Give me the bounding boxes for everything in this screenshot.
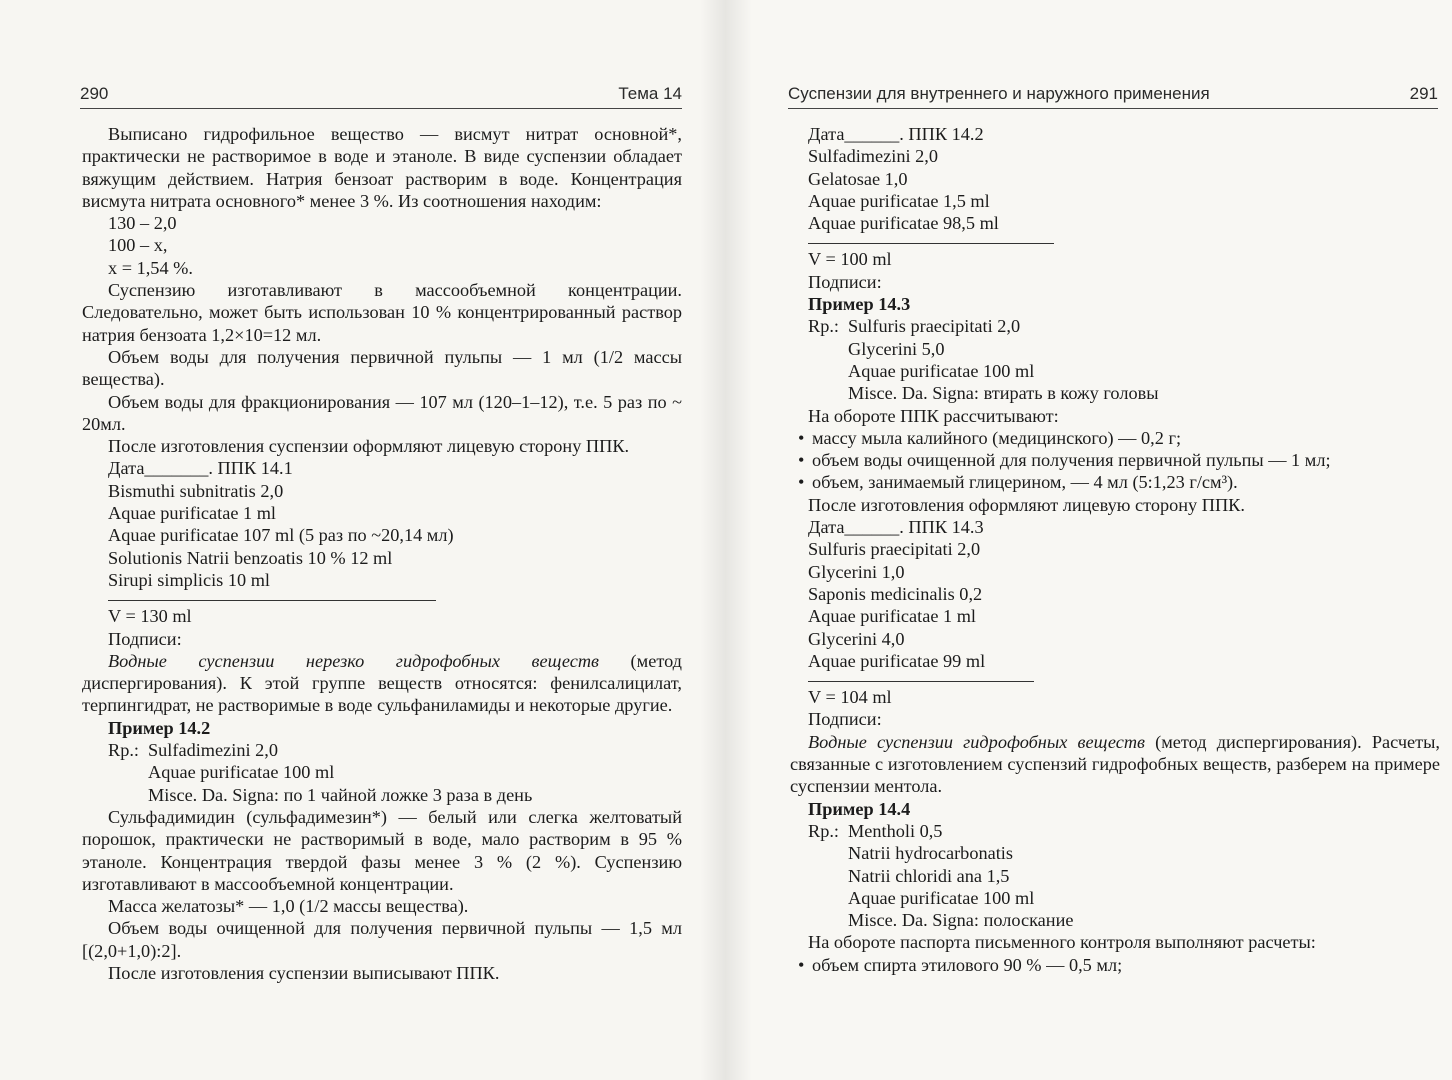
paragraph: После изготовления суспензии оформляют лицевую сторону ППК.: [108, 436, 630, 457]
running-head: Суспензии для внутреннего и наружного применения: [788, 84, 1210, 103]
bullet-item: [790, 954, 1440, 976]
rx-ingredient: Sulfadimezini 2,0: [148, 740, 278, 761]
ppk-line: Aquae purificatae 98,5 ml: [808, 213, 999, 234]
ppk-line: Saponis medicinalis 0,2: [808, 583, 983, 604]
rx-line: Aquae purificatae 100 ml: [148, 762, 335, 783]
example-title: Пример 14.2: [108, 717, 211, 738]
bullet-icon: •: [798, 472, 805, 493]
ppk-line: Aquae purificatae 1 ml: [108, 503, 277, 524]
ppk-line: Sirupi simplicis 10 ml: [108, 569, 271, 590]
page-number: 291: [1409, 84, 1438, 103]
signatures-label: Подписи:: [108, 628, 182, 649]
ppk-line: Glycerini 1,0: [808, 561, 905, 582]
rx-line: [790, 820, 1440, 842]
ppk-header: Дата______. ППК 14.2: [808, 124, 984, 144]
page-number: 290: [80, 84, 109, 103]
paragraph: Масса желатозы* — 1,0 (1/2 массы вещества).: [108, 896, 469, 917]
ppk-line: Solutionis Natrii benzoatis 10 % 12 ml: [108, 547, 393, 568]
bullet-text: объем, занимаемый глицерином, — 4 мл (5:1,23 г/см³).: [812, 472, 1238, 493]
ppk-line: Aquae purificatae 1 ml: [808, 606, 977, 627]
bullet-icon: •: [798, 427, 805, 448]
rp-label: Rp.:: [808, 820, 839, 841]
signatures-label: Подписи:: [808, 709, 882, 730]
paragraph: На обороте паспорта письменного контроля выполняют расчеты:: [808, 932, 1316, 953]
rx-line: Natrii hydrocarbonatis: [848, 843, 1013, 864]
bullet-icon: •: [798, 954, 805, 975]
divider-line: [82, 591, 682, 605]
rp-label: Rp.:: [108, 740, 139, 761]
paragraph: На обороте ППК рассчитывают:: [808, 405, 1059, 426]
divider-line: [790, 234, 1440, 248]
ppk-header: Дата_______. ППК 14.1: [108, 458, 293, 479]
divider-line: [790, 672, 1440, 686]
ppk-line: Aquae purificatae 99 ml: [808, 650, 986, 671]
rx-line: Aquae purificatae 100 ml: [848, 360, 1035, 381]
bullet-item: [790, 471, 1440, 493]
ppk-line: Aquae purificatae 107 ml (5 раз по ~20,14 мл): [108, 525, 454, 546]
example-title: Пример 14.3: [808, 294, 911, 315]
bullet-item: [790, 427, 1440, 449]
rx-ingredient: Sulfuris praecipitati 2,0: [848, 316, 1021, 337]
rx-line: [790, 315, 1440, 337]
bullet-item: [790, 449, 1440, 471]
ppk-line: Sulfuris praecipitati 2,0: [808, 539, 981, 560]
paragraph: [82, 650, 682, 717]
right-header: [788, 84, 1438, 109]
rx-ingredient: Mentholi 0,5: [848, 820, 943, 841]
ppk-line: Sulfadimezini 2,0: [808, 146, 938, 167]
rx-line: Aquae purificatae 100 ml: [848, 887, 1035, 908]
ppk-line: Glycerini 4,0: [808, 628, 905, 649]
volume-line: V = 100 ml: [808, 249, 892, 270]
rp-label: Rp.:: [808, 316, 839, 337]
paragraph: После изготовления суспензии выписывают ППК.: [108, 962, 500, 983]
volume-line: V = 104 ml: [808, 687, 892, 708]
running-head: Тема 14: [618, 84, 682, 103]
rx-line: [82, 739, 682, 761]
rx-line: Misce. Da. Signa: по 1 чайной ложке 3 раза в день: [148, 784, 533, 805]
ppk-line: Bismuthi subnitratis 2,0: [108, 480, 284, 501]
signatures-label: Подписи:: [808, 271, 882, 292]
ppk-header: Дата______. ППК 14.3: [808, 517, 984, 538]
right-page-body: [790, 123, 1440, 976]
rx-line: Misce. Da. Signa: полоскание: [848, 910, 1074, 931]
italic-term: Водные суспензии гидрофобных веществ: [808, 731, 1145, 752]
ppk-line: Gelatosae 1,0: [808, 168, 908, 189]
paragraph-text: (метод диспергирования). Расчеты, связанные с изготовлением суспензий гидрофобных веществ, разберем на примере суспензии ментола.: [790, 731, 1440, 797]
italic-term: Водные суспензии нерезко гидрофобных веществ: [108, 650, 599, 671]
paragraph: [790, 731, 1440, 798]
right-page: [726, 0, 1452, 1080]
calc-line: 130 – 2,0: [108, 213, 177, 234]
paragraph: Выписано гидрофильное вещество — висмут нитрат основной*, практически не растворимое в воде и этаноле. В виде суспензии обладает вяжущим действием. Натрия бензоат растворим в воде. Концентрация висмута нитрата основного* менее 3 %. Из соотношения находим:: [82, 124, 682, 211]
book-gutter: [700, 0, 752, 1080]
rx-line: Glycerini 5,0: [848, 338, 945, 359]
rx-line: Natrii chloridi ana 1,5: [848, 865, 1010, 886]
bullet-icon: •: [798, 450, 805, 471]
bullet-text: объем воды очищенной для получения первичной пульпы — 1 мл;: [812, 450, 1331, 471]
volume-line: V = 130 ml: [108, 606, 192, 627]
calc-line: х = 1,54 %.: [108, 257, 193, 278]
rx-line: Misce. Da. Signa: втирать в кожу головы: [848, 383, 1159, 404]
calc-line: 100 – х,: [108, 235, 168, 256]
paragraph: Объем воды для получения первичной пульпы — 1 мл (1/2 массы вещества).: [82, 346, 682, 390]
ppk-line: Aquae purificatae 1,5 ml: [808, 190, 990, 211]
paragraph: Объем воды очищенной для получения первичной пульпы — 1,5 мл [(2,0+1,0):2].: [82, 918, 682, 961]
paragraph: Сульфадимидин (сульфадимезин*) — белый или слегка желтоватый порошок, практически не растворимый в воде, мало растворим в 95 % этаноле. Концентрация твердой фазы менее 3 % (2 %). Суспензию изготавливают в массообъемной концентрации.: [82, 806, 682, 894]
paragraph: После изготовления оформляют лицевую сторону ППК.: [808, 494, 1245, 515]
bullet-text: объем спирта этилового 90 % — 0,5 мл;: [812, 954, 1123, 975]
left-page-body: [82, 123, 682, 984]
paragraph-text: (метод диспергирования). К этой группе веществ относятся: фенилсалицилат, терпингидрат, не растворимые в воде сульфаниламиды и некоторые другие.: [82, 650, 682, 716]
bullet-text: массу мыла калийного (медицинского) — 0,2 г;: [812, 427, 1182, 448]
example-title: Пример 14.4: [808, 798, 911, 819]
paragraph: Суспензию изготавливают в массообъемной концентрации. Следовательно, может быть использован 10 % концентрированный раствор натрия бензоата 1,2×10=12 мл.: [82, 280, 682, 345]
paragraph: Объем воды для фракционирования — 107 мл (120–1–12), т.е. 5 раз по ~ 20мл.: [82, 391, 682, 434]
left-header: [80, 84, 682, 109]
